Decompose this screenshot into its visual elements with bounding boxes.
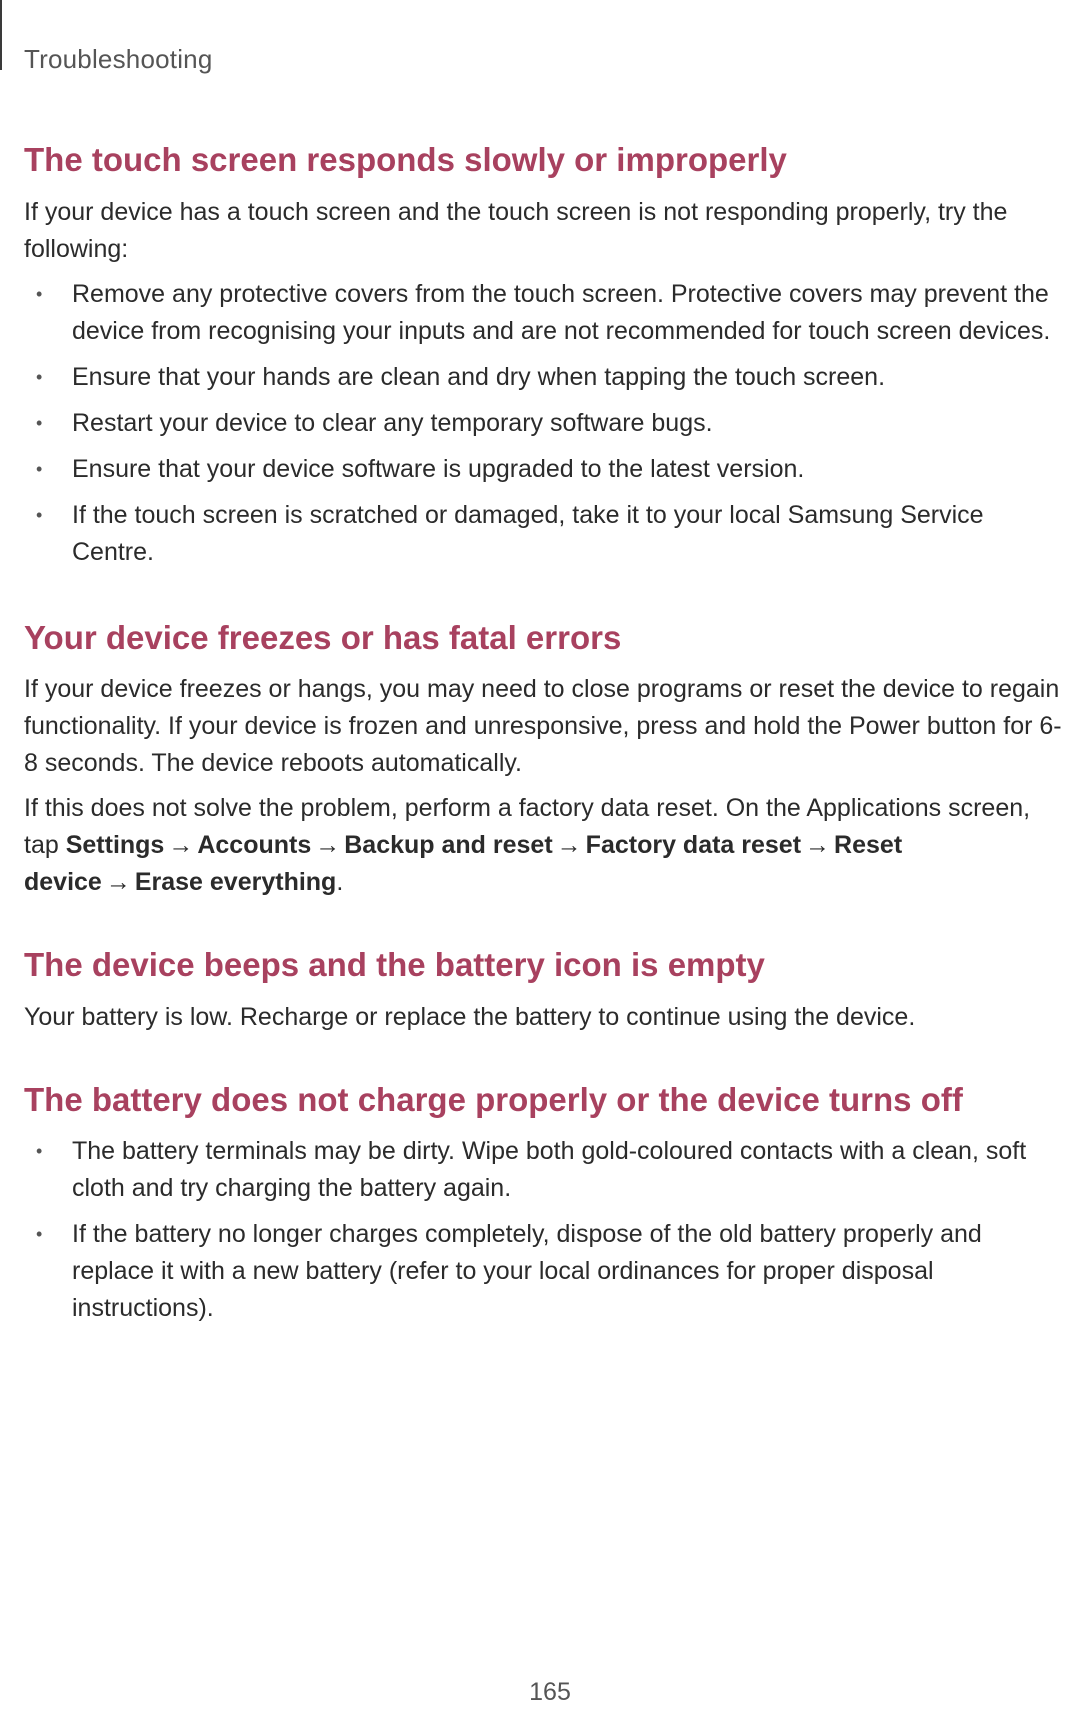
list-item [24,497,1064,571]
section-paragraph: If your device freezes or hangs, you may need to close programs or reset the device to regain functionality. If your device is frozen and unresponsive, press and hold the Power button for 6-8 seconds. The device reboots automatically. [24,675,1062,778]
arrow-icon: → [315,831,341,860]
menu-path-accounts: Accounts [197,831,312,860]
list-item-text: Remove any protective covers from the touch screen. Protective covers may prevent the device from recognising your inputs and are not recommended for touch screen devices. [72,279,1051,345]
section-touch-screen [24,140,1064,571]
list-item [24,276,1064,350]
section-battery-empty [24,945,1064,1036]
section-title: The device beeps and the battery icon is empty [24,946,765,984]
list-item-text: If the touch screen is scratched or damaged, take it to your local Samsung Service Centre. [72,500,984,566]
list-item [24,451,1064,488]
list-item-text: If the battery no longer charges completely, dispose of the old battery properly and replace it with a new battery (refer to your local ordinances for proper disposal instructions). [72,1220,982,1323]
menu-path-erase-everything: Erase everything [134,868,337,897]
list-item-text: Ensure that your hands are clean and dry when tapping the touch screen. [72,362,886,391]
arrow-icon: → [556,831,582,860]
menu-path-factory-reset: Factory data reset [585,831,802,860]
list-item-text: Ensure that your device software is upgraded to the latest version. [72,454,805,483]
section-title: The battery does not charge properly or the device turns off [24,1080,963,1118]
list-item [24,405,1064,442]
section-title: The touch screen responds slowly or improperly [24,141,787,178]
section-paragraph: Your battery is low. Recharge or replace the battery to continue using the device. [24,1002,916,1031]
bullet-icon: • [36,1224,43,1245]
bullet-icon: • [36,504,43,525]
menu-path-backup-reset: Backup and reset [344,831,553,860]
bullet-icon: • [36,412,43,433]
page-number: 165 [529,1678,571,1706]
bullet-icon: • [36,366,43,387]
corner-rule [0,0,2,70]
list-item-text: Restart your device to clear any temporary software bugs. [72,408,713,437]
bullet-list [24,276,1064,571]
bullet-list [24,1133,1064,1327]
section-device-freezes [24,618,1064,902]
arrow-icon: → [168,831,194,860]
bullet-icon: • [36,283,43,304]
section-paragraph-reset [24,790,1064,901]
list-item [24,1216,1064,1327]
bullet-icon: • [36,458,43,479]
page-content [24,140,1064,1336]
list-item [24,1133,1064,1207]
period: . [336,868,344,897]
bullet-icon: • [36,1141,43,1162]
arrow-icon: → [105,868,131,897]
section-intro: If your device has a touch screen and the touch screen is not responding properly, try the following: [24,197,1008,263]
reset-lead-text: If this does not solve the problem, perform a factory data reset. On the Applications screen, tap [24,794,1031,860]
section-title: Your device freezes or has fatal errors [24,618,622,656]
list-item [24,359,1064,396]
list-item-text: The battery terminals may be dirty. Wipe both gold-coloured contacts with a clean, soft cloth and try charging the battery again. [72,1137,1027,1203]
running-head: Troubleshooting [24,44,213,74]
menu-path-settings: Settings [65,831,165,860]
menu-path-reset-device: Reset device [24,831,903,897]
arrow-icon: → [805,831,831,860]
section-battery-charge [24,1080,1064,1328]
